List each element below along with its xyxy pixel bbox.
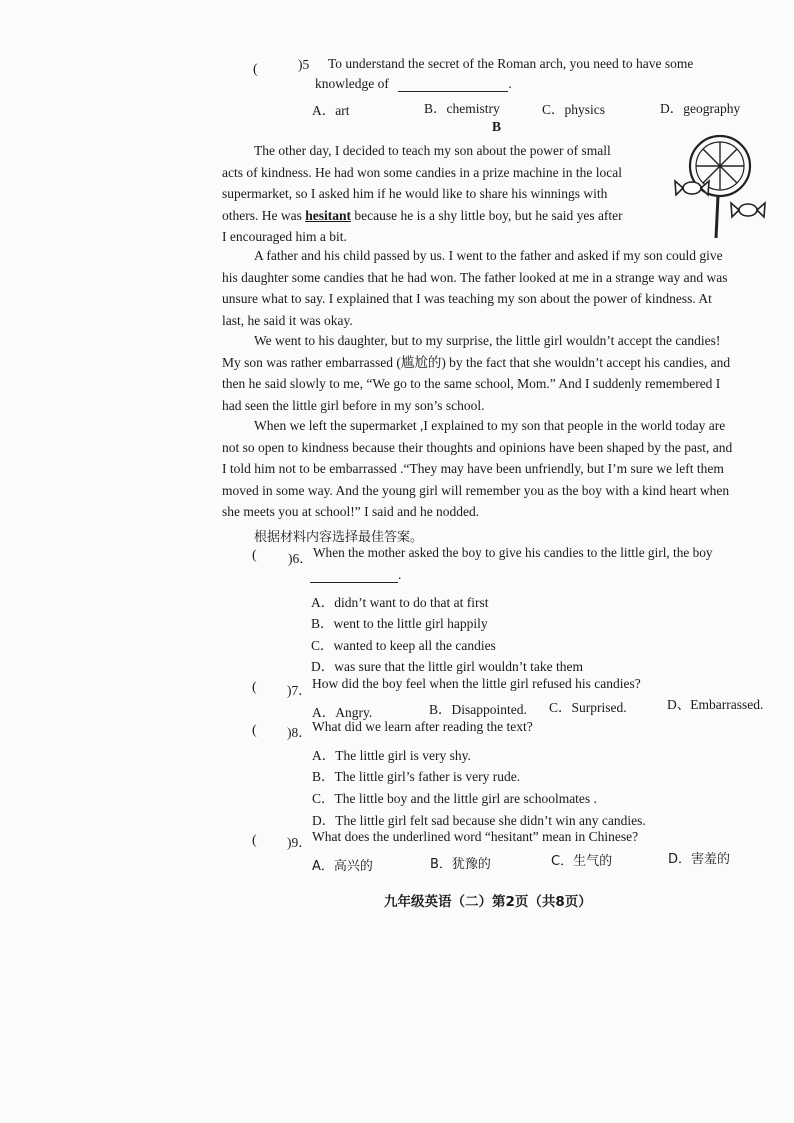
p1-line-1: The other day, I decided to teach my son about the power of small xyxy=(254,143,611,158)
q5-stem: To understand the secret of the Roman arch, you need to have some xyxy=(328,56,694,71)
p3-line-1: We went to his daughter, but to my surprise, the little girl wouldn’t accept the candies! xyxy=(254,333,721,348)
underlined-word-hesitant: hesitant xyxy=(305,207,351,223)
p1-line-4-before: others. He was xyxy=(222,207,306,223)
q9-option-b[interactable]: B．犹豫的 xyxy=(430,857,491,872)
p1-line-4 xyxy=(222,205,662,227)
q8-option-c[interactable]: C．The little boy and the little girl are schoolmates . xyxy=(312,791,597,806)
q8-answer-paren[interactable]: ( xyxy=(252,723,257,738)
q5-option-a[interactable]: A．art xyxy=(312,103,350,118)
q6-answer-paren[interactable]: ( xyxy=(252,548,257,563)
q8-option-d[interactable]: D．The little girl felt sad because she didn’t win any candies. xyxy=(312,813,646,828)
q6-blank xyxy=(310,582,398,583)
q5-stem-line2 xyxy=(315,76,512,92)
q5-option-c[interactable]: C．physics xyxy=(542,102,606,117)
p4-line-5: she meets you at school!” I said and he nodded. xyxy=(222,504,480,519)
q8-option-b[interactable]: B．The little girl’s father is very rude. xyxy=(312,769,521,784)
q5-blank xyxy=(398,91,508,92)
q6-blank-line xyxy=(310,567,401,583)
q8-option-a[interactable]: A．The little girl is very shy. xyxy=(312,748,471,763)
q7-number: )7． xyxy=(287,683,312,698)
section-label: B xyxy=(492,119,502,134)
q6-option-c[interactable]: C．wanted to keep all the candies xyxy=(311,638,496,653)
p1-line-2: acts of kindness. He had won some candies in a prize machine in the local xyxy=(222,164,622,180)
q5-stem-suffix: . xyxy=(508,76,512,91)
q9-option-d[interactable]: D．害羞的 xyxy=(668,852,731,867)
p3-line-3: then he said slowly to me, “We go to the same school, Mom.” And I suddenly remembered I xyxy=(222,376,721,391)
q6-stem-suffix: . xyxy=(398,567,402,582)
q5-stem-prefix: knowledge of xyxy=(315,76,389,91)
q8-stem: What did we learn after reading the text? xyxy=(312,719,533,734)
p4-line-3: I told him not to be embarrassed .“They may have been unfriendly, but I’m sure we left them xyxy=(222,461,724,476)
p1-line-3: supermarket, so I asked him if he would like to share his winnings with xyxy=(222,186,608,201)
q6-number: )6． xyxy=(288,551,313,566)
p2-line-1: A father and his child passed by us. I went to the father and asked if my son could give xyxy=(254,248,723,263)
p4-line-2: not so open to kindness because their thoughts and opinions have been shaped by the past, and xyxy=(222,439,733,455)
q9-number: )9． xyxy=(287,835,312,850)
q6-option-d[interactable]: D．was sure that the little girl wouldn’t take them xyxy=(311,659,583,674)
p2-line-2: his daughter some candies that he had won. The father looked at me in a strange way and was xyxy=(222,269,728,285)
page-footer: 九年级英语（二）第2页（共8页） xyxy=(384,894,592,910)
passage-paragraph-3 xyxy=(222,330,770,416)
q9-stem: What does the underlined word “hesitant” mean in Chinese? xyxy=(312,829,639,844)
q7-option-b[interactable]: B．Disappointed. xyxy=(429,702,527,717)
p1-line-4-after: because he is a shy little boy, but he said yes after xyxy=(351,207,623,223)
q7-answer-paren[interactable]: ( xyxy=(252,680,257,695)
q6-stem: When the mother asked the boy to give his candies to the little girl, the boy xyxy=(313,545,713,560)
q9-answer-paren[interactable]: ( xyxy=(252,833,257,848)
p4-line-1: When we left the supermarket ,I explained to my son that people in the world today are xyxy=(254,418,726,433)
q6-option-b[interactable]: B．went to the little girl happily xyxy=(311,616,488,631)
q7-option-c[interactable]: C．Surprised. xyxy=(549,700,627,715)
p2-line-4: last, he said it was okay. xyxy=(222,312,353,328)
p1-line-5: I encouraged him a bit. xyxy=(222,229,347,244)
instruction-text: 根据材料内容选择最佳答案。 xyxy=(254,530,424,545)
q8-number: )8． xyxy=(287,725,312,740)
q7-stem: How did the boy feel when the little girl refused his candies? xyxy=(312,676,641,691)
q5-answer-paren[interactable]: ( xyxy=(253,62,258,77)
p3-line-4: had seen the little girl before in my son’s school. xyxy=(222,397,485,413)
p3-line-2: My son was rather embarrassed (尴尬的) by the fact that she wouldn’t accept his candies, and xyxy=(222,354,731,370)
p2-line-3: unsure what to say. I explained that I was teaching my son about the power of kindness. At xyxy=(222,291,712,306)
q5-number: )5 xyxy=(298,57,310,72)
passage-paragraph-1 xyxy=(222,140,662,248)
passage-paragraph-4 xyxy=(222,415,770,523)
p4-line-4: moved in some way. And the young girl will remember you as the boy with a kind heart when xyxy=(222,482,730,498)
passage-paragraph-2 xyxy=(222,245,770,331)
q9-option-c[interactable]: C．生气的 xyxy=(551,854,613,869)
q7-option-d[interactable]: D、Embarrassed. xyxy=(667,697,764,712)
q7-option-a[interactable]: A．Angry. xyxy=(312,705,373,720)
q9-option-a[interactable]: A．高兴的 xyxy=(312,859,373,874)
q6-option-a[interactable]: A．didn’t want to do that at first xyxy=(311,595,489,610)
lollipop-candy-icon xyxy=(672,132,768,242)
q5-option-b[interactable]: B．chemistry xyxy=(424,101,500,116)
q5-option-d[interactable]: D．geography xyxy=(660,101,741,116)
